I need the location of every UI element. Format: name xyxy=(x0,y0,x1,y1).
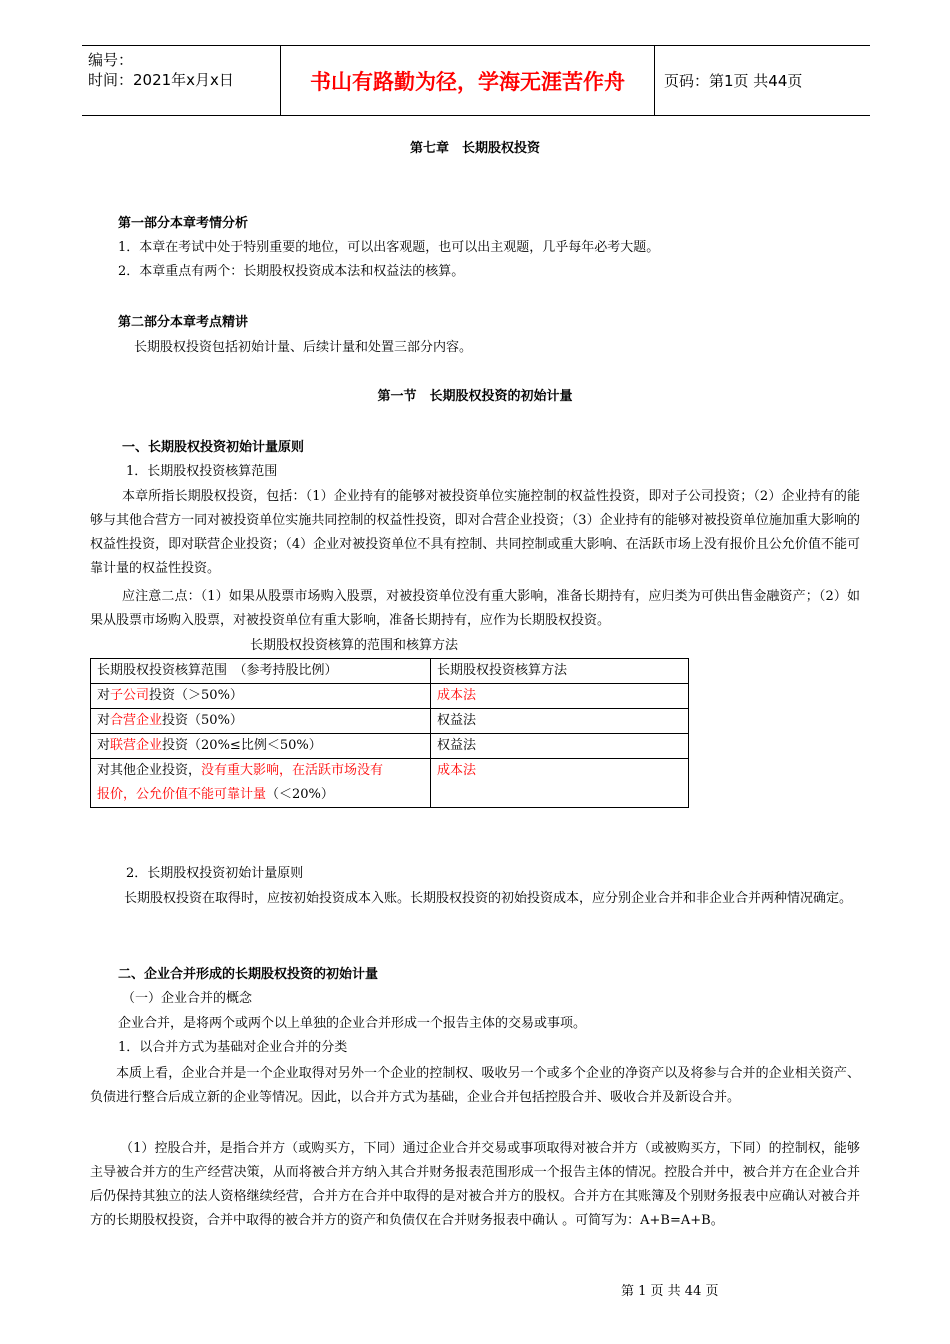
table-caption: 长期股权投资核算的范围和核算方法 xyxy=(250,638,459,653)
s1-sub1: 1．长期股权投资核算范围 xyxy=(126,464,278,479)
s1-para2: 应注意二点：（1）如果从股票市场购入股票，对被投资单位没有重大影响，准备长期持有，应归类为可供出售金融资产；（2）如果从股票市场购入股票，对被投资单位有重大影响，准备长期持有，应作为长期股权投资。 xyxy=(90,589,860,628)
number-label: 编号： xyxy=(88,51,134,69)
table-cell-scope: 对联营企业投资（20%≤比例＜50%） xyxy=(91,734,431,759)
table-header-scope: 长期股权投资核算范围 （参考持股比例） xyxy=(91,659,431,684)
page-footer: 第 1 页 共 44 页 xyxy=(621,1284,719,1299)
table-header-row xyxy=(91,659,689,684)
s1-sub2: 2．长期股权投资初始计量原则 xyxy=(126,866,304,881)
table-cell-method: 权益法 xyxy=(431,734,689,759)
time-label: 时间：2021年x月x日 xyxy=(88,71,234,89)
section1-title: 第一节 长期股权投资的初始计量 xyxy=(377,389,573,404)
table-header-method: 长期股权投资核算方法 xyxy=(431,659,689,684)
s2-sub1: （一）企业合并的概念 xyxy=(122,991,253,1006)
table-cell-scope: 对合营企业投资（50%） xyxy=(91,709,431,734)
table-cell-scope: 对其他企业投资，没有重大影响，在活跃市场没有 报价，公允价值不能可靠计量（＜20%） xyxy=(91,759,431,808)
table-cell-method: 成本法 xyxy=(431,684,689,709)
chapter-title: 第七章 长期股权投资 xyxy=(409,141,540,156)
page-label: 页码：第1页 共44页 xyxy=(664,72,803,90)
table-row xyxy=(91,759,689,808)
part1-heading: 第一部分本章考情分析 xyxy=(118,216,249,231)
part2-heading: 第二部分本章考点精讲 xyxy=(118,315,249,330)
method-table xyxy=(90,658,689,808)
part2-intro: 长期股权投资包括初始计量、后续计量和处置三部分内容。 xyxy=(134,340,473,355)
page-header xyxy=(82,45,870,116)
s2-para2: 本质上看，企业合并是一个企业取得对另外一个企业的控制权、吸收另一个或多个企业的净资产以及将参与合并的企业相关资产、负债进行整合后成立新的企业等情况。因此，以合并方式为基础，企业合并包括控股合并、吸收合并及新设合并。 xyxy=(90,1066,860,1105)
table-cell-method: 权益法 xyxy=(431,709,689,734)
table-cell-method: 成本法 xyxy=(431,759,689,808)
table-cell-scope: 对子公司投资（＞50%） xyxy=(91,684,431,709)
s1-para1: 本章所指长期股权投资，包括：（1）企业持有的能够对被投资单位实施控制的权益性投资，即对子公司投资；（2）企业持有的能够与其他合营方一同对被投资单位实施共同控制的权益性投资，即对合营企业投资；（3）企业持有的能够对被投资单位施加重大影响的权益性投资，即对联营企业投资；（4）企业对被投资单位不具有控制、共同控制或重大影响、在活跃市场上没有报价且公允价值不能可靠计量的权益性投资。 xyxy=(90,489,860,576)
s2-sub2: 1．以合并方式为基础对企业合并的分类 xyxy=(118,1040,348,1055)
s2-para3: （1）控股合并，是指合并方（或购买方，下同）通过企业合并交易或事项取得对被合并方（或被购买方，下同）的控制权，能够主导被合并方的生产经营决策，从而将被合并方纳入其合并财务报表范围形成一个报告主体的情况。控股合并中，被合并方在企业合并后仍保持其独立的法人资格继续经营，合并方在合并中取得的是对被合并方的股权。合并方在其账簿及个别财务报表中应确认对被合并方的长期股权投资，合并中取得的被合并方的资产和负债仅在合并财务报表中确认 。可简写为：A+B=A+B。 xyxy=(90,1141,860,1228)
part1-item2: 2．本章重点有两个：长期股权投资成本法和权益法的核算。 xyxy=(118,264,465,279)
s1-heading: 一、长期股权投资初始计量原则 xyxy=(122,440,305,455)
table-row xyxy=(91,709,689,734)
motto: 书山有路勤为径，学海无涯苦作舟 xyxy=(281,46,655,115)
table-row xyxy=(91,734,689,759)
part1-item1: 1．本章在考试中处于特别重要的地位，可以出客观题，也可以出主观题，几乎每年必考大题。 xyxy=(118,240,660,255)
s2-para1: 企业合并，是将两个或两个以上单独的企业合并形成一个报告主体的交易或事项。 xyxy=(118,1016,587,1031)
table-row xyxy=(91,684,689,709)
s2-heading: 二、企业合并形成的长期股权投资的初始计量 xyxy=(118,967,379,982)
s1-para3: 长期股权投资在取得时，应按初始投资成本入账。长期股权投资的初始投资成本，应分别企业合并和非企业合并两种情况确定。 xyxy=(124,891,853,906)
header-meta xyxy=(82,46,281,115)
